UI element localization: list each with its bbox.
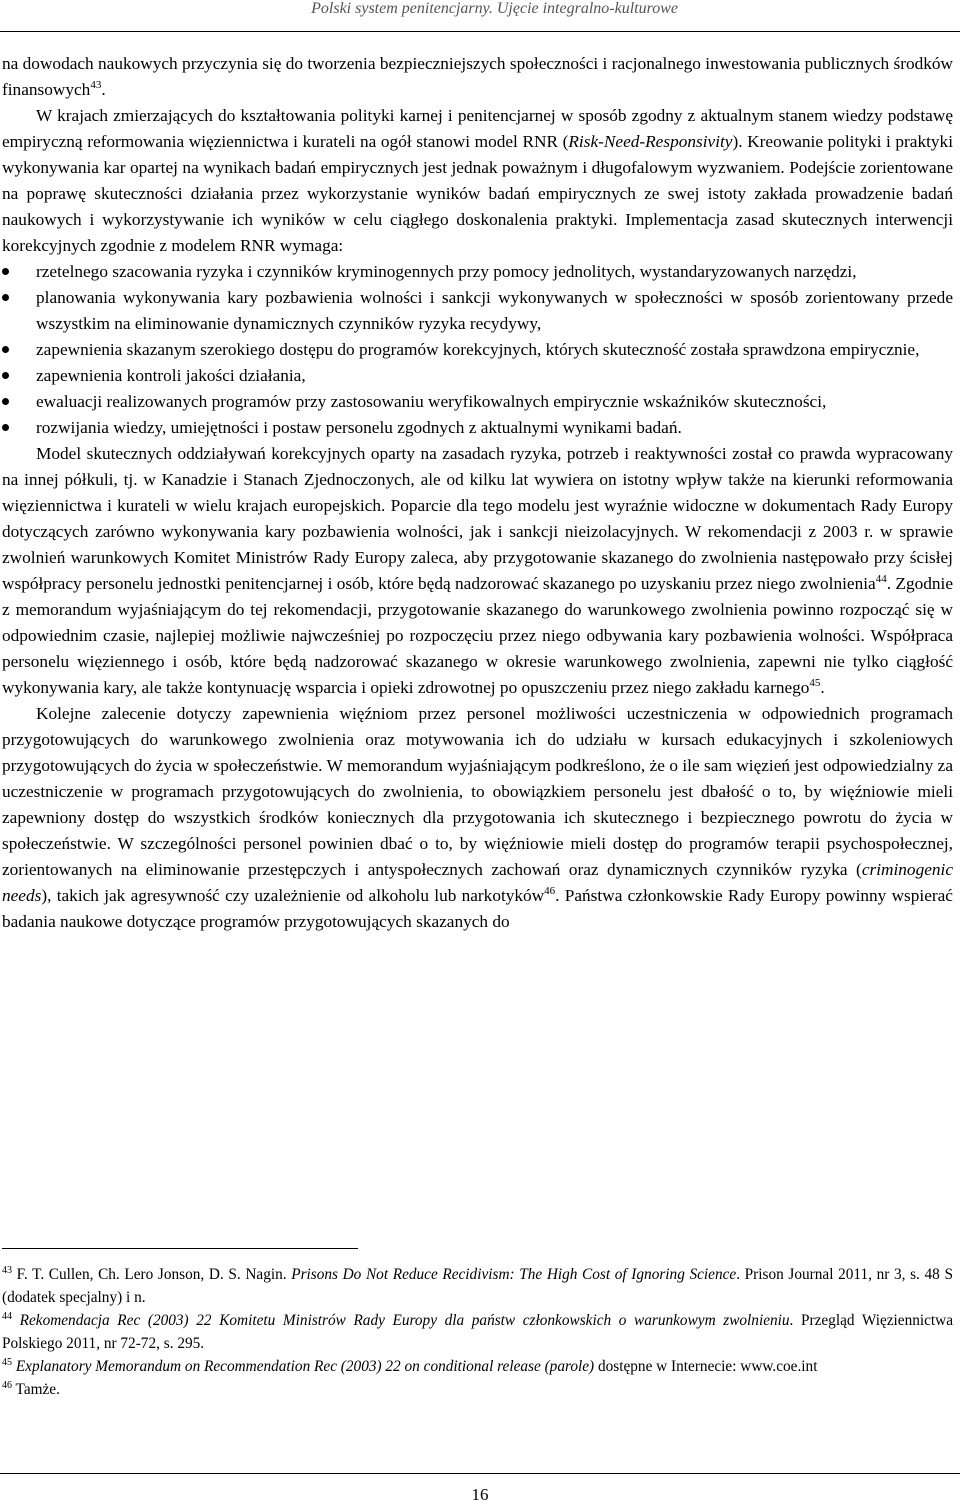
- list-item: [2, 389, 953, 415]
- text-run: [12, 1312, 20, 1329]
- text-run: . Zgodnie z memorandum wyjaśniającym do tej rekomendacji, przygotowanie skazanego do warunkowego zwolnienia powinno rozpocząć się w odpowiednim czasie, najlepiej możliwie najwcześniej po rozpoczęciu przez niego odbywania kary pozbawienia wolności. Współpraca personelu więziennego i osób, które będą nadzorować skazanego w okresie warunkowego zwolnienia, zapewni nie tylko ciągłość wykonywania kary, ale także kontynuację wsparcia i opieki zdrowotnej po opuszczeniu przez niego zakładu karnego: [2, 574, 953, 697]
- list-item-text: planowania wykonywania kary pozbawienia wolności i sankcji wykonywanych w społeczności w sposób zorientowany przede wszystkim na eliminowanie dynamicznych czynników ryzyka recydywy,: [36, 288, 953, 333]
- footnote-ref: 46: [2, 1379, 12, 1391]
- list-item: [2, 363, 953, 389]
- footnote-ref: 43: [90, 79, 102, 92]
- running-title: Polski system penitencjarny. Ujęcie integralno-kulturowe: [311, 0, 678, 17]
- list-item: [2, 337, 953, 363]
- text-run: ). Kreowanie polityki i praktyki wykonywania kar opartej na wynikach badań empirycznych jest jednak poważnym i długofalowym wyzwaniem. Podejście zorientowane na poprawę skuteczności działania przez wykorzystanie wyników badań empirycznych ze swej istoty zakłada prowadzenie badań naukowych i wykorzystywanie ich wyników w celu ciągłego doskonalenia praktyki. Implementacja zasad skutecznych interwencji korekcyjnych zgodnie z modelem RNR wymaga:: [2, 132, 953, 255]
- running-header: [0, 0, 960, 30]
- footnote-ref: 44: [2, 1310, 12, 1322]
- footnotes: [2, 1263, 953, 1401]
- italic-text: Rekomendacja Rec (2003) 22 Komitetu Ministrów Rady Europy dla państw członkowskich o warunkowym zwolnieniu: [19, 1312, 790, 1329]
- footnote-ref: 43: [2, 1264, 12, 1276]
- footnote: [2, 1355, 953, 1378]
- paragraph: [2, 701, 953, 935]
- list-item: [2, 415, 953, 441]
- footnote-ref: 45: [809, 677, 821, 690]
- text-run: F. T. Cullen, Ch. Lero Jonson, D. S. Nagin.: [12, 1266, 292, 1283]
- footnote-separator: [2, 1248, 358, 1249]
- list-item-text: zapewnienia skazanym szerokiego dostępu do programów korekcyjnych, których skuteczność została sprawdzona empirycznie,: [36, 340, 920, 359]
- body-text: [2, 51, 953, 935]
- italic-text: Risk-Need-Responsivity: [568, 132, 733, 151]
- list-item-text: rozwijania wiedzy, umiejętności i postaw personelu zgodnych z aktualnymi wynikami badań.: [36, 418, 682, 437]
- page-number: 16: [471, 1485, 489, 1504]
- text-run: Model skutecznych oddziaływań korekcyjnych oparty na zasadach ryzyka, potrzeb i reaktywności został co prawda wypracowany na innej półkuli, tj. w Kanadzie i Stanach Zjednoczonych, ale od kilku lat wywiera on istotny wpływ także na kierunki reformowania więziennictwa i kurateli w wielu krajach europejskich. Poparcie dla tego modelu jest wyraźnie widoczne w dokumentach Rady Europy dotyczących zarówno wykonywania kary pozbawienia wolności, jak i sankcji nieizolacyjnych. W rekomendacji z 2003 r. w sprawie zwolnień warunkowych Komitet Ministrów Rady Europy zaleca, aby przygotowanie skazanego do zwolnienia następowało przy ścisłej współpracy personelu jednostki penitencjarnej i osób, które będą nadzorować skazanego po uzyskaniu przez niego zwolnienia: [2, 444, 953, 593]
- bullet-icon: [2, 268, 9, 275]
- italic-text: criminogenic needs: [2, 860, 953, 905]
- bullet-icon: [2, 398, 9, 405]
- list-item: [2, 259, 953, 285]
- text-run: .: [820, 678, 825, 697]
- bullet-icon: [2, 294, 9, 301]
- footnote: [2, 1378, 953, 1401]
- paragraph: [2, 103, 953, 259]
- list-item-text: ewaluacji realizowanych programów przy zastosowaniu weryfikowalnych empirycznie wskaźników skuteczności,: [36, 392, 827, 411]
- footnote-ref: 45: [2, 1356, 12, 1368]
- text-run: . Przegląd Więziennictwa Polskiego 2011, nr 72-72, s. 295.: [2, 1312, 953, 1352]
- footnote-ref: 44: [875, 573, 887, 586]
- text-run: . Państwa członkowskie Rady Europy powinny wspierać badania naukowe dotyczące programów przygotowujących skazanych do: [2, 886, 953, 931]
- text-run: dostępne w Internecie: www.coe.int: [594, 1358, 818, 1375]
- text-run: W krajach zmierzających do kształtowania polityki karnej i penitencjarnej w sposób zgodny z aktualnym stanem wiedzy podstawę empiryczną reformowania więziennictwa i kurateli na ogół stanowi model RNR (: [2, 106, 953, 151]
- header-rule: [0, 31, 960, 32]
- text-run: .: [101, 80, 106, 99]
- text-run: ), takich jak agresywność czy uzależnienie od alkoholu lub narkotyków: [41, 886, 545, 905]
- text-run: . Prison Journal 2011, nr 3, s. 48 S (dodatek specjalny) i n.: [2, 1266, 953, 1306]
- footnote: [2, 1309, 953, 1355]
- text-run: na dowodach naukowych przyczynia się do tworzenia bezpieczniejszych społeczności i racjonalnego inwestowania publicznych środków finansowych: [2, 54, 953, 99]
- paragraph: [2, 51, 953, 103]
- italic-text: Prisons Do Not Reduce Recidivism: The High Cost of Ignoring Science: [291, 1266, 737, 1283]
- text-run: Tamże.: [12, 1381, 60, 1398]
- list-item-text: rzetelnego szacowania ryzyka i czynników kryminogennych przy pomocy jednolitych, wystandaryzowanych narzędzi,: [36, 262, 857, 281]
- footnote-ref: 46: [544, 885, 556, 898]
- bullet-list: [2, 259, 953, 441]
- list-item: [2, 285, 953, 337]
- italic-text: Explanatory Memorandum on Recommendation Rec (2003) 22 on conditional release (parole): [15, 1358, 595, 1375]
- footnote: [2, 1263, 953, 1309]
- list-item-text: zapewnienia kontroli jakości działania,: [36, 366, 306, 385]
- bullet-icon: [2, 346, 9, 353]
- bullet-icon: [2, 372, 9, 379]
- text-run: Kolejne zalecenie dotyczy zapewnienia więźniom przez personel możliwości uczestniczenia w odpowiednich programach przygotowujących do warunkowego zwolnienia oraz motywowania ich do udziału w kursach edukacyjnych i szkoleniowych przygotowujących do życia w społeczeństwie. W memorandum wyjaśniającym podkreślono, że o ile sam więzień jest odpowiedzialny za uczestniczenie w programach przygotowujących do zwolnienia, to obowiązkiem personelu jest dbałość o to, by więźniowie mieli zapewniony dostęp do wszystkich środków koniecznych dla przygotowania ich skutecznego i bezpiecznego powrotu do życia w społeczeństwie. W szczególności personel powinien dbać o to, by więźniowie mieli dostęp do programów terapii psychospołecznej, zorientowanych na eliminowanie przestępczych i antyspołecznych zachowań oraz dynamicznych czynników ryzyka (: [2, 704, 953, 879]
- paragraph: [2, 441, 953, 701]
- bullet-icon: [2, 424, 9, 431]
- footer-rule: [0, 1473, 960, 1474]
